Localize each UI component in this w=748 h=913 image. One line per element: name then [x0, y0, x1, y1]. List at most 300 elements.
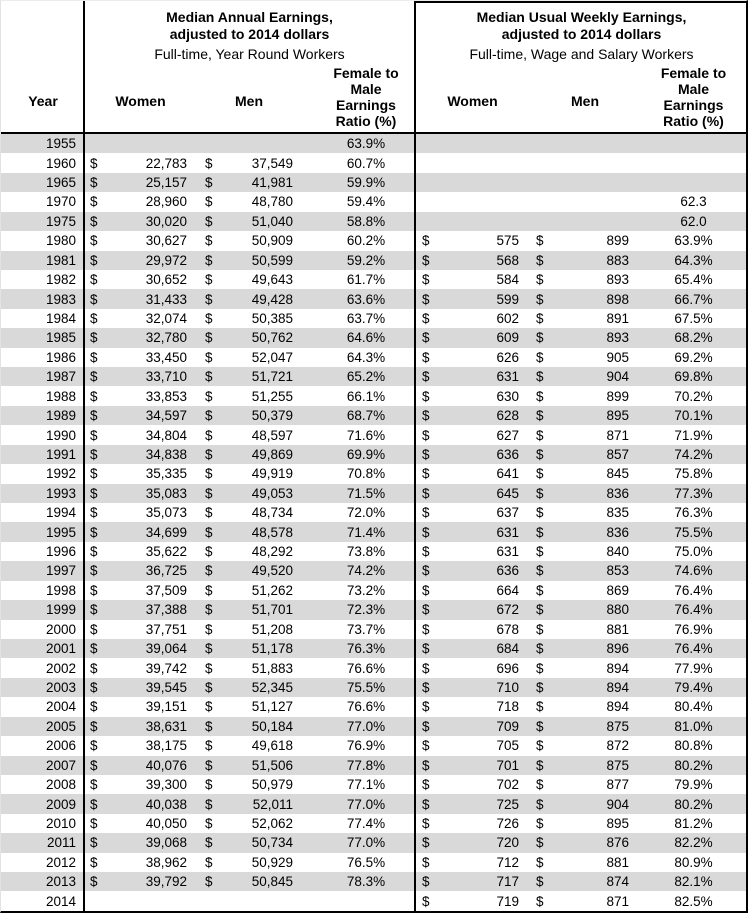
annual-men-cell: [196, 253, 302, 268]
amount-value: 840: [606, 544, 629, 560]
dollar-sign: $: [536, 311, 544, 326]
table-row: [1, 814, 746, 833]
table-row: [1, 542, 746, 561]
weekly-women-cell: [416, 330, 529, 345]
dollar-sign: $: [90, 544, 98, 560]
year-cell: 1997: [45, 563, 76, 579]
annual-women-cell: [85, 156, 196, 171]
amount-value: 39,545: [145, 680, 187, 696]
annual-men-cell: [196, 233, 302, 248]
amount-value: 35,335: [145, 466, 187, 482]
annual-women-cell: [85, 874, 196, 889]
weekly-section-top-rule: [414, 1, 746, 3]
weekly-men-cell: [529, 563, 641, 578]
dollar-sign: $: [205, 155, 213, 171]
annual-men-cell: [196, 292, 302, 307]
dollar-sign: $: [536, 408, 544, 424]
dollar-sign: $: [422, 466, 430, 482]
weekly-men-cell: [529, 486, 641, 501]
annual-women-cell: [85, 719, 196, 734]
dollar-sign: $: [205, 213, 213, 229]
weekly-ratio-cell: 65.4%: [674, 272, 713, 288]
amount-value: 25,157: [145, 175, 187, 191]
annual-men-cell: [196, 505, 302, 520]
dollar-sign: $: [205, 388, 213, 404]
table-row: [1, 891, 746, 910]
weekly-men-cell: [529, 350, 641, 365]
amount-value: 875: [606, 718, 629, 734]
weekly-women-cell: [416, 855, 529, 870]
dollar-sign: $: [536, 796, 544, 812]
weekly-ratio-cell: 64.3%: [674, 252, 713, 268]
weekly-ratio-cell: 76.4%: [674, 602, 713, 618]
dollar-sign: $: [90, 388, 98, 404]
annual-ratio-cell: 71.4%: [346, 524, 386, 540]
weekly-women-cell: [416, 389, 529, 404]
dollar-sign: $: [205, 757, 213, 773]
dollar-sign: $: [90, 213, 98, 229]
dollar-sign: $: [536, 777, 544, 793]
dollar-sign: $: [205, 349, 213, 365]
amount-value: 32,074: [145, 311, 187, 326]
amount-value: 899: [606, 388, 629, 404]
table-row: [1, 678, 746, 697]
weekly-ratio-cell: 82.2%: [674, 835, 713, 851]
dollar-sign: $: [422, 602, 430, 618]
dollar-sign: $: [90, 155, 98, 171]
year-cell: 2004: [45, 699, 76, 715]
year-cell: 1965: [45, 175, 76, 191]
annual-ratio-cell: 61.7%: [346, 272, 386, 288]
dollar-sign: $: [90, 621, 98, 637]
dollar-sign: $: [90, 680, 98, 696]
dollar-sign: $: [422, 291, 430, 307]
annual-men-cell: [196, 719, 302, 734]
amount-value: 875: [606, 757, 629, 773]
annual-women-cell: [85, 389, 196, 404]
amount-value: 51,721: [251, 369, 293, 385]
dollar-sign: $: [205, 602, 213, 618]
weekly-ratio-cell: 80.2%: [674, 757, 713, 773]
weekly-men-cell: [529, 369, 641, 384]
annual-men-cell: [196, 835, 302, 850]
annual-ratio-cell: 68.7%: [346, 408, 386, 424]
annual-ratio-cell: 77.0%: [346, 835, 386, 851]
amount-value: 898: [606, 291, 629, 307]
weekly-ratio-cell: 76.4%: [674, 582, 713, 598]
dollar-sign: $: [536, 485, 544, 501]
annual-women-cell: [85, 525, 196, 540]
year-cell: 1984: [45, 311, 76, 326]
amount-value: 627: [496, 427, 519, 443]
weekly-ratio-cell: 62.0: [680, 213, 707, 229]
amount-value: 899: [606, 233, 629, 249]
weekly-ratio-cell: 62.3: [680, 194, 707, 210]
weekly-men-cell: [529, 719, 641, 734]
weekly-ratio-cell: 66.7%: [674, 291, 713, 307]
weekly-ratio-cell: 80.9%: [674, 854, 713, 870]
amount-value: 51,040: [251, 213, 293, 229]
dollar-sign: $: [422, 718, 430, 734]
dollar-sign: $: [90, 815, 98, 831]
weekly-ratio-cell: 76.9%: [674, 621, 713, 637]
dollar-sign: $: [422, 505, 430, 521]
dollar-sign: $: [90, 796, 98, 812]
annual-women-cell: [85, 505, 196, 520]
dollar-sign: $: [422, 621, 430, 637]
dollar-sign: $: [205, 563, 213, 579]
annual-women-cell: [85, 563, 196, 578]
weekly-men-cell: [529, 661, 641, 676]
annual-ratio-cell: 69.9%: [346, 446, 386, 462]
table-row: [1, 464, 746, 483]
table-row: [1, 192, 746, 211]
annual-women-cell: [85, 486, 196, 501]
weekly-women-cell: [416, 797, 529, 812]
amount-value: 50,979: [251, 777, 293, 793]
amount-value: 836: [606, 524, 629, 540]
dollar-sign: $: [536, 544, 544, 560]
section-divider: [414, 1, 416, 911]
weekly-men-cell: [529, 738, 641, 753]
annual-ratio-cell: 58.8%: [346, 213, 386, 229]
annual-ratio-cell: 74.2%: [346, 563, 386, 579]
dollar-sign: $: [90, 175, 98, 191]
annual-women-cell: [85, 661, 196, 676]
annual-men-cell: [196, 156, 302, 171]
amount-value: 33,450: [145, 349, 187, 365]
dollar-sign: $: [90, 233, 98, 249]
weekly-men-cell: [529, 272, 641, 287]
weekly-men-cell: [529, 855, 641, 870]
year-cell: 1980: [45, 233, 76, 249]
weekly-ratio-cell: 77.3%: [674, 485, 713, 501]
column-header-weekly-men: Men: [571, 93, 599, 109]
amount-value: 34,838: [145, 446, 187, 462]
amount-value: 37,388: [145, 602, 187, 618]
dollar-sign: $: [205, 582, 213, 598]
annual-ratio-cell: 77.4%: [346, 815, 386, 831]
amount-value: 904: [606, 796, 629, 812]
amount-value: 50,929: [251, 854, 293, 870]
dollar-sign: $: [90, 835, 98, 851]
annual-women-cell: [85, 583, 196, 598]
dollar-sign: $: [90, 272, 98, 288]
dollar-sign: $: [205, 815, 213, 831]
dollar-sign: $: [205, 175, 213, 191]
annual-men-cell: [196, 369, 302, 384]
annual-men-cell: [196, 680, 302, 695]
year-cell: 1985: [45, 330, 76, 346]
annual-men-cell: [196, 816, 302, 831]
dollar-sign: $: [536, 369, 544, 385]
dollar-sign: $: [422, 582, 430, 598]
annual-men-cell: [196, 408, 302, 423]
weekly-women-cell: [416, 602, 529, 617]
weekly-women-cell: [416, 292, 529, 307]
amount-value: 637: [496, 505, 519, 521]
year-cell: 2010: [45, 815, 76, 831]
annual-men-cell: [196, 777, 302, 792]
dollar-sign: $: [90, 369, 98, 385]
amount-value: 50,379: [251, 408, 293, 424]
annual-men-cell: [196, 661, 302, 676]
weekly-men-cell: [529, 311, 641, 326]
amount-value: 50,845: [251, 874, 293, 890]
amount-value: 871: [606, 427, 629, 443]
amount-value: 636: [496, 563, 519, 579]
annual-women-cell: [85, 194, 196, 209]
amount-value: 880: [606, 602, 629, 618]
amount-value: 33,710: [145, 369, 187, 385]
table-row: [1, 833, 746, 852]
amount-value: 896: [606, 641, 629, 657]
dollar-sign: $: [90, 660, 98, 676]
annual-women-cell: [85, 292, 196, 307]
dollar-sign: $: [205, 408, 213, 424]
weekly-men-cell: [529, 622, 641, 637]
table-row: [1, 697, 746, 716]
dollar-sign: $: [90, 408, 98, 424]
weekly-ratio-cell: 81.2%: [674, 815, 713, 831]
amount-value: 904: [606, 369, 629, 385]
year-cell: 2006: [45, 738, 76, 754]
annual-men-cell: [196, 466, 302, 481]
year-cell: 2014: [45, 893, 76, 909]
amount-value: 709: [496, 718, 519, 734]
dollar-sign: $: [90, 874, 98, 890]
dollar-sign: $: [536, 252, 544, 268]
annual-women-cell: [85, 544, 196, 559]
amount-value: 726: [496, 815, 519, 831]
annual-women-cell: [85, 408, 196, 423]
dollar-sign: $: [422, 815, 430, 831]
annual-women-cell: [85, 699, 196, 714]
table-row: [1, 853, 746, 872]
column-header-annual-women: Women: [115, 93, 166, 109]
column-header-annual-ratio: [302, 65, 416, 132]
weekly-women-cell: [416, 428, 529, 443]
annual-women-cell: [85, 758, 196, 773]
table-header: [1, 1, 746, 134]
annual-women-cell: [85, 175, 196, 190]
dollar-sign: $: [536, 680, 544, 696]
dollar-sign: $: [90, 582, 98, 598]
amount-value: 49,053: [251, 485, 293, 501]
dollar-sign: $: [205, 680, 213, 696]
amount-value: 49,919: [251, 466, 293, 482]
amount-value: 719: [496, 893, 519, 909]
column-header-weekly-ratio: [641, 65, 746, 132]
dollar-sign: $: [422, 777, 430, 793]
annual-ratio-cell: 76.6%: [346, 699, 386, 715]
dollar-sign: $: [422, 757, 430, 773]
weekly-women-cell: [416, 253, 529, 268]
dollar-sign: $: [205, 641, 213, 657]
dollar-sign: $: [536, 621, 544, 637]
dollar-sign: $: [536, 757, 544, 773]
amount-value: 51,255: [251, 388, 293, 404]
annual-ratio-cell: 77.8%: [346, 757, 386, 773]
dollar-sign: $: [90, 738, 98, 754]
year-cell: 1991: [45, 446, 76, 462]
dollar-sign: $: [90, 330, 98, 346]
annual-women-cell: [85, 369, 196, 384]
amount-value: 39,068: [145, 835, 187, 851]
annual-men-cell: [196, 447, 302, 462]
weekly-title-line2: adjusted to 2014 dollars: [501, 25, 662, 42]
weekly-women-cell: [416, 505, 529, 520]
dollar-sign: $: [536, 718, 544, 734]
dollar-sign: $: [536, 815, 544, 831]
amount-value: 845: [606, 466, 629, 482]
weekly-ratio-cell: 82.5%: [674, 893, 713, 909]
amount-value: 30,020: [145, 213, 187, 229]
column-header-row: [1, 1, 746, 132]
amount-value: 50,385: [251, 311, 293, 326]
annual-women-cell: [85, 447, 196, 462]
weekly-ratio-cell: 75.5%: [674, 524, 713, 540]
dollar-sign: $: [536, 582, 544, 598]
amount-value: 39,064: [145, 641, 187, 657]
annual-men-cell: [196, 797, 302, 812]
table-row: [1, 658, 746, 677]
annual-men-cell: [196, 428, 302, 443]
dollar-sign: $: [205, 427, 213, 443]
annual-ratio-cell: 60.2%: [346, 233, 386, 249]
amount-value: 37,751: [145, 621, 187, 637]
annual-women-cell: [85, 330, 196, 345]
annual-ratio-cell: 71.5%: [346, 485, 386, 501]
amount-value: 35,073: [145, 505, 187, 521]
year-cell: 2003: [45, 680, 76, 696]
weekly-women-cell: [416, 311, 529, 326]
amount-value: 37,509: [145, 582, 187, 598]
annual-men-cell: [196, 544, 302, 559]
annual-women-cell: [85, 272, 196, 287]
dollar-sign: $: [205, 272, 213, 288]
amount-value: 641: [496, 466, 519, 482]
amount-value: 881: [606, 854, 629, 870]
amount-value: 52,047: [251, 349, 293, 365]
weekly-women-cell: [416, 233, 529, 248]
amount-value: 48,597: [251, 427, 293, 443]
annual-women-cell: [85, 350, 196, 365]
amount-value: 49,520: [251, 563, 293, 579]
weekly-women-cell: [416, 563, 529, 578]
dollar-sign: $: [205, 233, 213, 249]
table-row: [1, 348, 746, 367]
weekly-women-cell: [416, 408, 529, 423]
amount-value: 39,300: [145, 777, 187, 793]
weekly-ratio-line3: Earnings: [663, 97, 724, 113]
weekly-women-cell: [416, 350, 529, 365]
year-cell: 1992: [45, 466, 76, 482]
year-cell: 1983: [45, 291, 76, 307]
weekly-ratio-cell: 75.8%: [674, 466, 713, 482]
annual-ratio-cell: 59.9%: [346, 175, 386, 191]
dollar-sign: $: [205, 738, 213, 754]
amount-value: 40,050: [145, 815, 187, 831]
year-cell: 2008: [45, 777, 76, 793]
year-cell: 1995: [45, 524, 76, 540]
amount-value: 39,742: [145, 660, 187, 676]
amount-value: 38,631: [145, 718, 187, 734]
amount-value: 49,643: [251, 272, 293, 288]
weekly-men-cell: [529, 389, 641, 404]
amount-value: 38,175: [145, 738, 187, 754]
amount-value: 630: [496, 388, 519, 404]
amount-value: 894: [606, 680, 629, 696]
amount-value: 678: [496, 621, 519, 637]
table-row: [1, 484, 746, 503]
annual-title-line1: Median Annual Earnings,: [166, 9, 333, 25]
weekly-men-cell: [529, 699, 641, 714]
annual-women-cell: [85, 214, 196, 229]
amount-value: 39,151: [145, 699, 187, 715]
table-row: [1, 251, 746, 270]
annual-women-cell: [85, 816, 196, 831]
amount-value: 50,909: [251, 233, 293, 249]
annual-men-cell: [196, 563, 302, 578]
amount-value: 34,804: [145, 427, 187, 443]
amount-value: 41,981: [251, 175, 293, 191]
amount-value: 705: [496, 738, 519, 754]
annual-men-cell: [196, 699, 302, 714]
weekly-ratio-cell: 69.2%: [674, 349, 713, 365]
amount-value: 725: [496, 796, 519, 812]
annual-ratio-cell: 65.2%: [346, 369, 386, 385]
amount-value: 49,618: [251, 738, 293, 754]
weekly-women-cell: [416, 486, 529, 501]
amount-value: 636: [496, 446, 519, 462]
weekly-ratio-cell: 67.5%: [674, 311, 713, 326]
annual-ratio-cell: 77.0%: [346, 718, 386, 734]
table-row: [1, 600, 746, 619]
weekly-ratio-line4: Ratio (%): [663, 113, 724, 129]
amount-value: 869: [606, 582, 629, 598]
table-row: [1, 522, 746, 541]
weekly-men-cell: [529, 874, 641, 889]
dollar-sign: $: [536, 272, 544, 288]
annual-ratio-cell: 78.3%: [346, 874, 386, 890]
amount-value: 701: [496, 757, 519, 773]
dollar-sign: $: [90, 349, 98, 365]
year-cell: 1986: [45, 349, 76, 365]
amount-value: 37,549: [251, 155, 293, 171]
dollar-sign: $: [422, 893, 430, 909]
table-body: [1, 134, 746, 911]
amount-value: 40,038: [145, 796, 187, 812]
amount-value: 51,127: [251, 699, 293, 715]
dollar-sign: $: [205, 291, 213, 307]
dollar-sign: $: [90, 505, 98, 521]
dollar-sign: $: [536, 641, 544, 657]
weekly-ratio-cell: 63.9%: [674, 233, 713, 249]
table-row: [1, 581, 746, 600]
dollar-sign: $: [422, 427, 430, 443]
dollar-sign: $: [422, 680, 430, 696]
amount-value: 48,780: [251, 194, 293, 210]
annual-women-cell: [85, 738, 196, 753]
amount-value: 835: [606, 505, 629, 521]
table-row: [1, 425, 746, 444]
weekly-ratio-cell: 80.8%: [674, 738, 713, 754]
table-row: [1, 231, 746, 250]
annual-women-cell: [85, 622, 196, 637]
dollar-sign: $: [536, 602, 544, 618]
amount-value: 891: [606, 311, 629, 326]
